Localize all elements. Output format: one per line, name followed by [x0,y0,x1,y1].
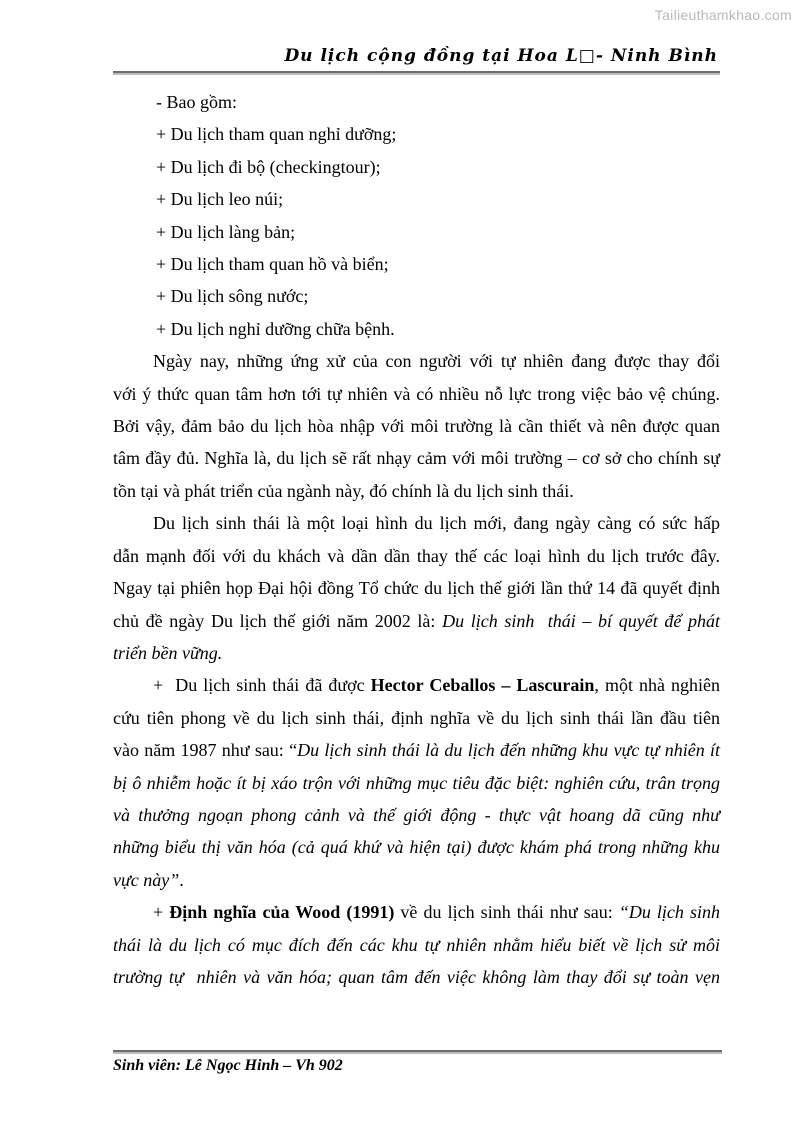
text-segment: + Du lịch leo núi; [156,189,284,210]
paragraph-line [113,410,720,442]
text-segment: + Du lịch sinh thái đã được [153,675,371,696]
paragraph-line [113,378,720,410]
text-segment: Ngày nay, những ứng xử của con người với tự nhiên đang được thay đổi [153,351,720,372]
list-line [113,280,720,312]
paragraph-line [113,572,720,604]
text-segment: Du lịch sinh thái – bí quyết để phát [442,610,721,631]
text-segment: tâm đầy đủ. Nghĩa là, du lịch sẽ rất nhạy cảm với môi trường – cơ sở cho chính sự [113,448,720,469]
page-footer [113,1050,722,1075]
text-segment: + Du lịch tham quan nghỉ dưỡng; [156,124,397,145]
text-segment: + Du lịch nghỉ dưỡng chữa bệnh. [156,318,395,339]
paragraph-line [113,864,720,896]
paragraph-line [113,767,720,799]
paragraph-line [113,961,720,993]
text-segment: chủ đề ngày Du lịch thế giới năm 2002 là: [113,610,443,631]
paragraph-line [113,507,720,539]
page-header [113,46,720,75]
text-segment: tồn tại và phát triển của ngành này, đó chính là du lịch sinh thái. [113,480,574,501]
text-segment: vực này” [113,869,180,890]
text-segment: Hector Ceballos – Lascurain [370,675,595,696]
list-line [113,313,720,345]
text-segment: Du lịch sinh thái là du lịch đến những khu vực tự nhiên ít [297,740,720,761]
text-segment: “Du lịch sinh [618,902,721,923]
paragraph-line [113,345,720,377]
list-line [113,151,720,183]
text-segment: , một nhà nghiên [594,675,721,696]
text-segment: với ý thức quan tâm hơn tới tự nhiên và có nhiều nỗ lực trong việc bảo vệ chúng. [113,383,720,404]
text-segment: Định nghĩa của Wood (1991) [169,902,395,923]
text-segment: + Du lịch tham quan hồ và biển; [156,254,389,275]
text-segment: Ngay tại phiên họp Đại hội đồng Tổ chức du lịch thế giới lần thứ 14 đã quyết định [113,578,720,599]
text-segment: . [179,869,184,890]
paragraph-line [113,669,720,701]
list-line [113,248,720,280]
text-segment: bị ô nhiễm hoặc ít bị xáo trộn với những mục tiêu đặc biệt: nghiên cứu, trân trọng [113,772,720,793]
document-body [113,86,720,993]
paragraph-line [113,734,720,766]
text-segment: + Du lịch sông nước; [156,286,309,307]
text-segment: - Bao gồm: [156,92,237,112]
text-segment: và thưởng ngoạn phong cảnh và thế giới động - thực vật hoang dã cũng như [113,804,720,825]
paragraph-line [113,540,720,572]
paragraph-line [113,605,720,637]
paragraph-line [113,896,720,928]
footer-rule [113,1050,722,1054]
text-segment: + [153,902,170,923]
text-segment: Bởi vậy, đảm bảo du lịch hòa nhập với môi trường là cần thiết và nên được quan [113,416,720,437]
paragraph-line [113,475,720,507]
paragraph-line [113,929,720,961]
text-segment: thái là du lịch có mục đích đến các khu tự nhiên nhằm hiểu biết về lịch sử môi [113,934,720,955]
paragraph-line [113,637,720,669]
list-line [113,183,720,215]
header-rule [113,71,720,75]
text-segment: + Du lịch đi bộ (checkingtour); [156,156,381,177]
list-line [113,118,720,150]
paragraph-line [113,799,720,831]
text-segment: Du lịch sinh thái là một loại hình du lịch mới, đang ngày càng có sức hấp [153,513,720,534]
header-title: Du lịch cộng đồng tại Hoa L□- Ninh Bình [284,46,718,66]
text-segment: về du lịch sinh thái như sau: [394,902,619,923]
paragraph-line [113,831,720,863]
paragraph-line [113,702,720,734]
text-segment: trường tự nhiên và văn hóa; quan tâm đến việc không làm thay đổi sự toàn vẹn [113,966,720,987]
text-segment: những biểu thị văn hóa (cả quá khứ và hiện tại) được khám phá trong những khu [113,837,720,858]
footer-text: Sinh viên: Lê Ngọc Hinh – Vh 902 [113,1057,343,1074]
text-segment: + Du lịch làng bản; [156,221,296,242]
text-segment: triển bền vững. [113,642,223,663]
list-line [113,216,720,248]
text-segment: cứu tiên phong về du lịch sinh thái, định nghĩa về du lịch sinh thái lần đầu tiên [113,707,720,728]
watermark: Tailieuthamkhao.com [654,7,792,23]
text-segment: dẫn mạnh đối với du khách và dần dần thay thế các loại hình du lịch trước đây. [113,545,720,566]
text-segment: vào năm 1987 như sau: “ [113,740,298,761]
list-line [113,86,720,118]
paragraph-line [113,442,720,474]
